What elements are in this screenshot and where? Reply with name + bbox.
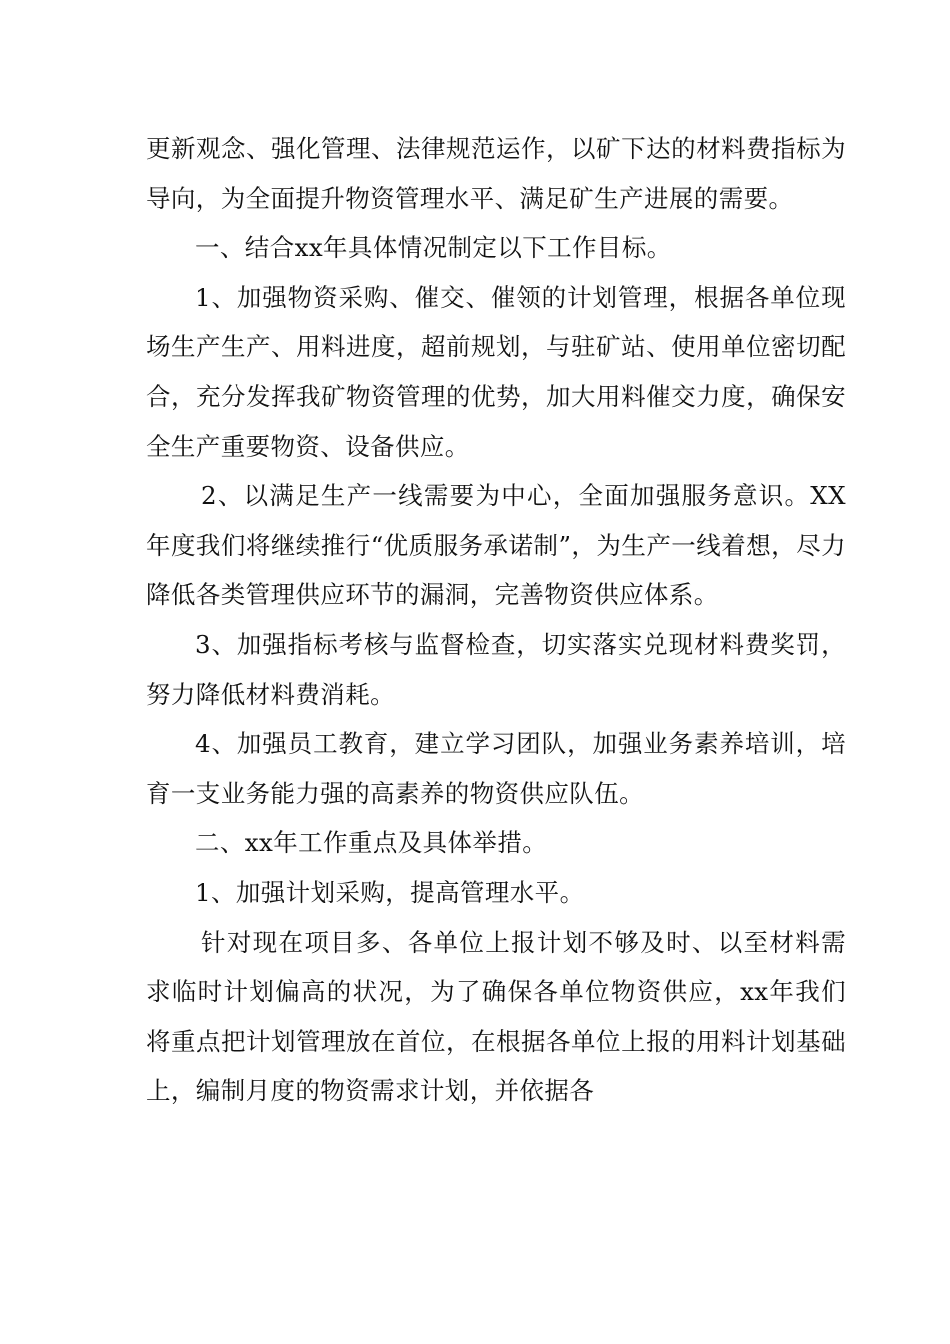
section-heading-measures: 二、xx年工作重点及具体举措。 (195, 828, 548, 858)
paragraph-plan-purchase: 针对现在项目多、各单位上报计划不够及时、以至材料需求临时计划偏高的状况，为了确保各单位物资供应，xx年我们将重点把计划管理放在首位，在根据各单位上报的用料计划基础上，编制月度的物资需求计划，并依据各 (146, 927, 846, 1106)
document-body (146, 124, 846, 1116)
subheading-plan-purchase: 1、加强计划采购，提高管理水平。 (195, 877, 585, 907)
paragraph-continuation: 更新观念、强化管理、法律规范运作，以矿下达的材料费指标为导向，为全面提升物资管理水平、满足矿生产进展的需要。 (146, 134, 846, 213)
paragraph-goal-2: 2、以满足生产一线需要为中心，全面加强服务意识。XX年度我们将继续推行“优质服务承诺制”，为生产一线着想，尽力降低各类管理供应环节的漏洞，完善物资供应体系。 (146, 481, 846, 610)
paragraph-goal-1: 1、加强物资采购、催交、催领的计划管理，根据各单位现场生产生产、用料进度，超前规划，与驻矿站、使用单位密切配合，充分发挥我矿物资管理的优势，加大用料催交力度，确保安全生产重要物资、设备供应。 (146, 282, 846, 461)
paragraph-goal-4: 4、加强员工教育，建立学习团队，加强业务素养培训，培育一支业务能力强的高素养的物资供应队伍。 (146, 729, 846, 808)
paragraph-goal-3: 3、加强指标考核与监督检查，切实落实兑现材料费奖罚，努力降低材料费消耗。 (146, 629, 846, 709)
section-heading-goals: 一、结合xx年具体情况制定以下工作目标。 (195, 233, 672, 263)
